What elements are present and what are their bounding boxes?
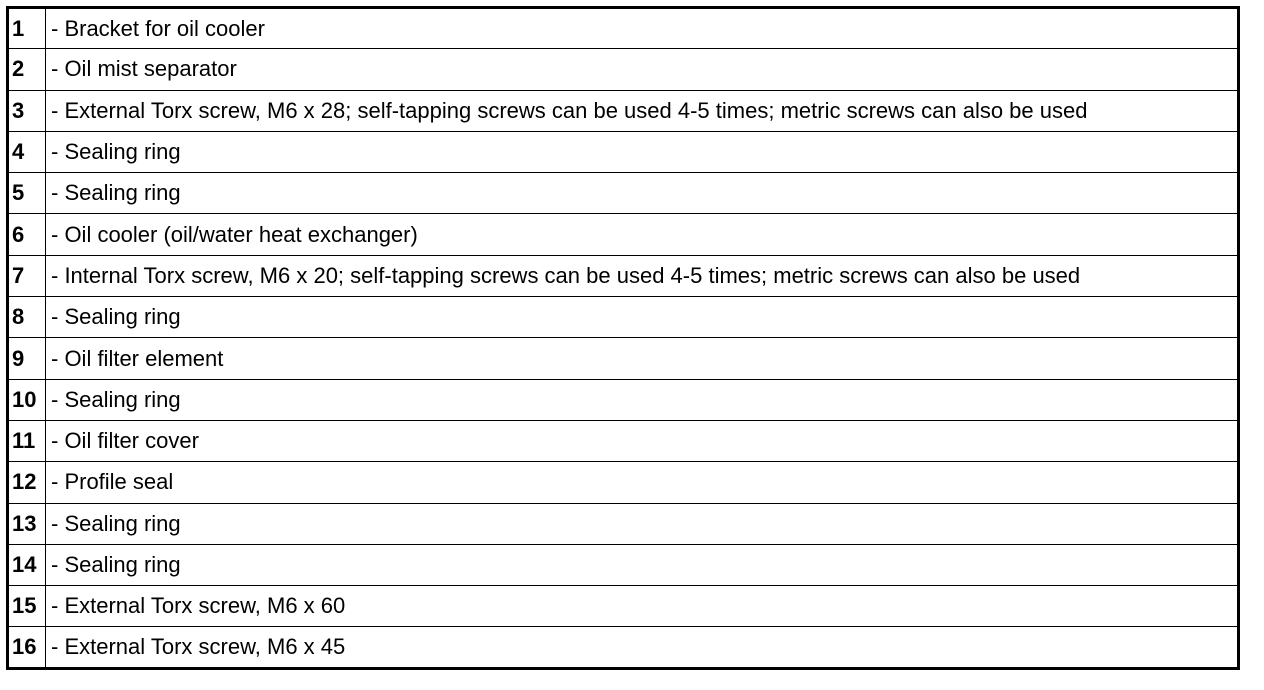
table-row — [8, 131, 1239, 172]
table-row — [8, 420, 1239, 461]
table-row — [8, 544, 1239, 585]
item-description: - Sealing ring — [46, 131, 1239, 172]
table-row — [8, 297, 1239, 338]
item-number: 2 — [8, 49, 46, 90]
item-description: - Sealing ring — [46, 379, 1239, 420]
table-row — [8, 49, 1239, 90]
item-number: 6 — [8, 214, 46, 255]
item-description: - Bracket for oil cooler — [46, 8, 1239, 49]
item-number: 13 — [8, 503, 46, 544]
table-row — [8, 379, 1239, 420]
parts-legend-table — [6, 6, 1240, 670]
item-description: - Sealing ring — [46, 297, 1239, 338]
item-description: - External Torx screw, M6 x 28; self-tapping screws can be used 4-5 times; metric screws can also be used — [46, 90, 1239, 131]
table-row — [8, 8, 1239, 49]
item-number: 16 — [8, 627, 46, 668]
item-number: 7 — [8, 255, 46, 296]
parts-legend-body — [8, 8, 1239, 669]
table-row — [8, 214, 1239, 255]
item-number: 11 — [8, 420, 46, 461]
item-number: 14 — [8, 544, 46, 585]
item-description: - Internal Torx screw, M6 x 20; self-tapping screws can be used 4-5 times; metric screws can also be used — [46, 255, 1239, 296]
table-row — [8, 173, 1239, 214]
item-description: - Oil filter cover — [46, 420, 1239, 461]
item-number: 4 — [8, 131, 46, 172]
item-description: - Oil filter element — [46, 338, 1239, 379]
item-description: - Sealing ring — [46, 544, 1239, 585]
table-row — [8, 586, 1239, 627]
table-row — [8, 503, 1239, 544]
item-number: 5 — [8, 173, 46, 214]
item-description: - Profile seal — [46, 462, 1239, 503]
item-description: - Oil mist separator — [46, 49, 1239, 90]
item-description: - Sealing ring — [46, 503, 1239, 544]
item-number: 12 — [8, 462, 46, 503]
table-row — [8, 255, 1239, 296]
item-number: 15 — [8, 586, 46, 627]
item-description: - External Torx screw, M6 x 45 — [46, 627, 1239, 668]
table-row — [8, 627, 1239, 668]
item-number: 8 — [8, 297, 46, 338]
table-row — [8, 462, 1239, 503]
table-row — [8, 338, 1239, 379]
item-number: 9 — [8, 338, 46, 379]
item-description: - External Torx screw, M6 x 60 — [46, 586, 1239, 627]
item-number: 1 — [8, 8, 46, 49]
item-number: 10 — [8, 379, 46, 420]
table-row — [8, 90, 1239, 131]
item-number: 3 — [8, 90, 46, 131]
item-description: - Sealing ring — [46, 173, 1239, 214]
item-description: - Oil cooler (oil/water heat exchanger) — [46, 214, 1239, 255]
